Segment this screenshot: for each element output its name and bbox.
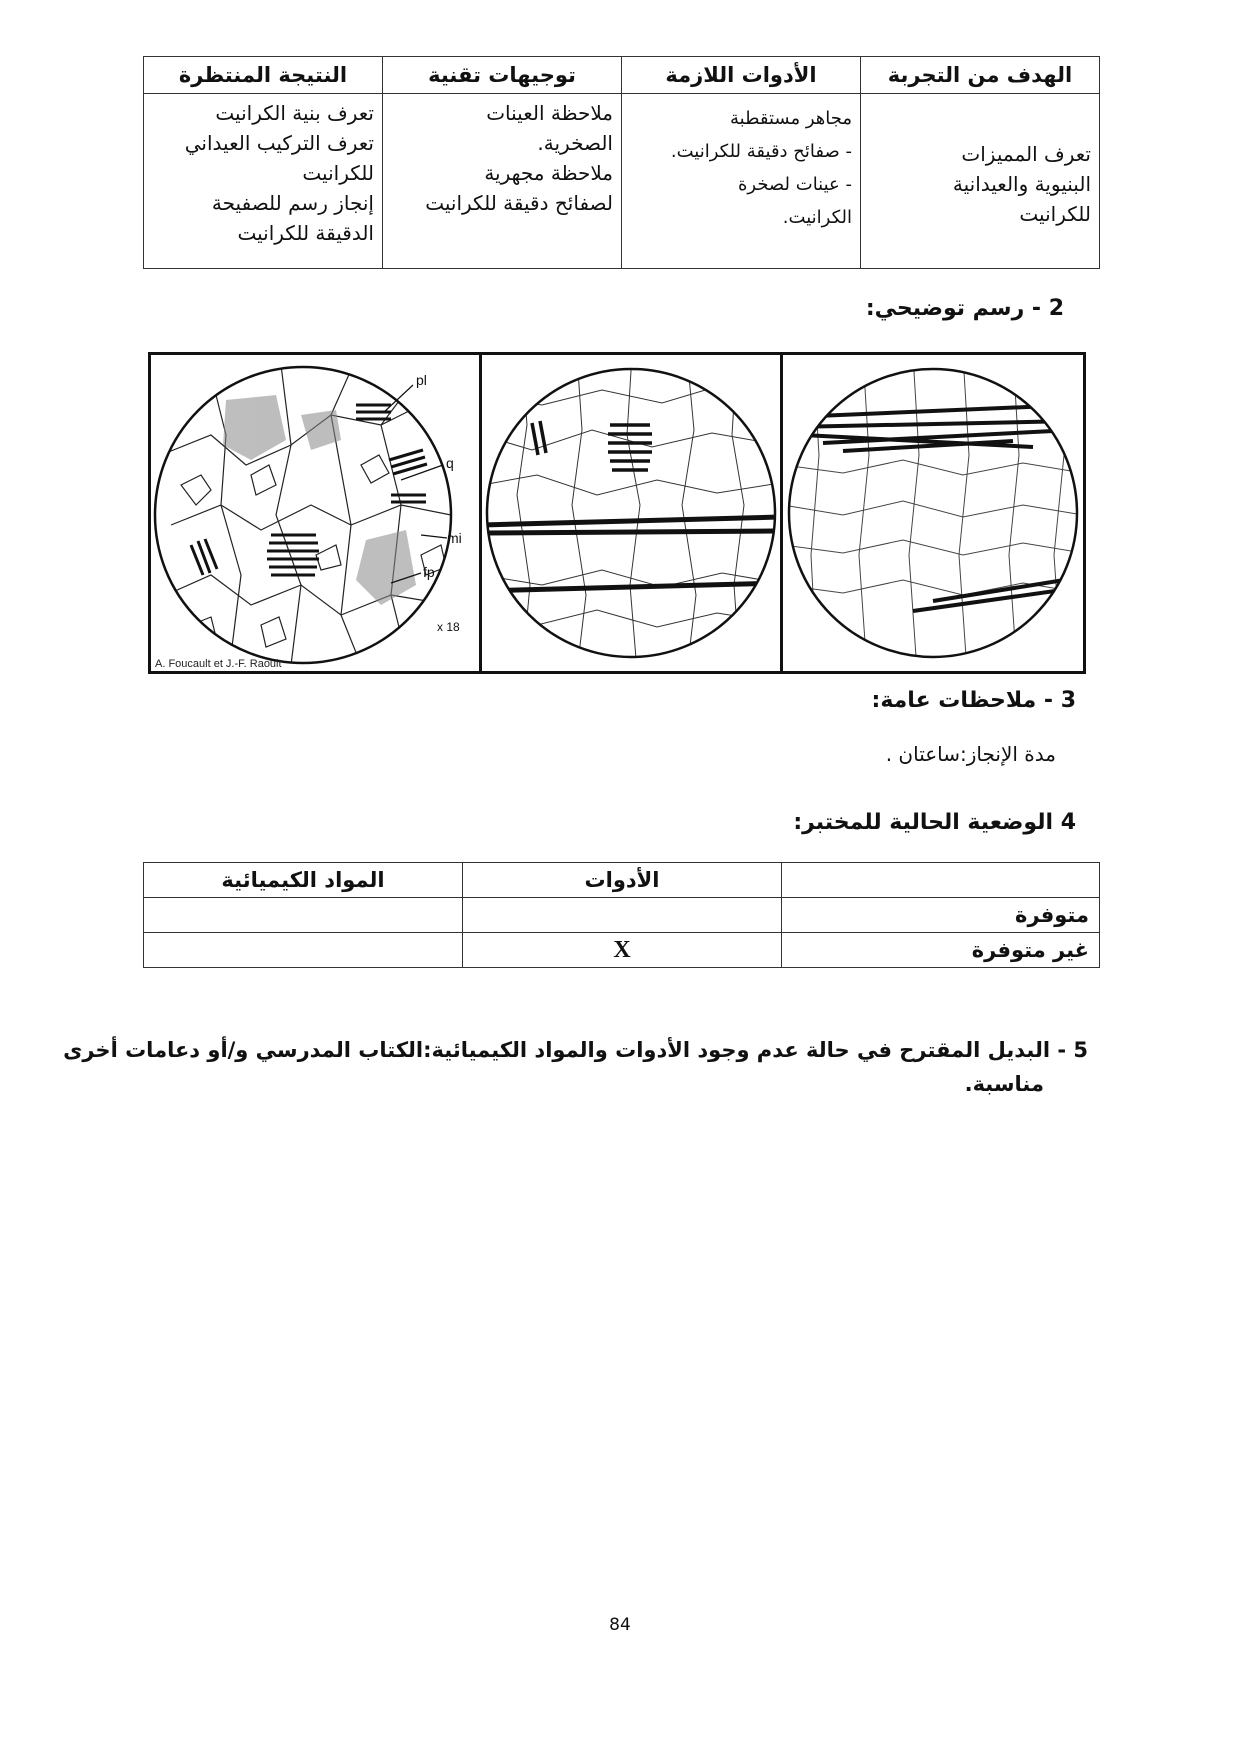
header-result: النتيجة المنتظرة	[144, 57, 383, 94]
granite-thin-section-figure	[148, 352, 1086, 674]
section-2-heading: 2 - رسم توضيحي:	[865, 296, 1064, 321]
guidance-cell	[383, 94, 622, 269]
guidance-line: الصخرية.	[537, 131, 613, 155]
header-chemicals: المواد الكيميائية	[144, 863, 463, 898]
goal-line: تعرف المميزات	[961, 142, 1091, 166]
header-tools: الأدوات	[463, 863, 782, 898]
header-goal: الهدف من التجربة	[861, 57, 1100, 94]
tools-line: الكرانيت.	[782, 207, 852, 228]
result-cell	[144, 94, 383, 269]
guidance-line: ملاحظة العينات	[486, 101, 613, 125]
section-4-heading: 4 الوضعية الحالية للمختبر:	[793, 810, 1076, 835]
section-5-line-2: مناسبة.	[964, 1072, 1044, 1096]
tools-line: مجاهر مستقطبة	[730, 108, 852, 129]
goal-line: البنيوية والعيدانية	[952, 172, 1091, 196]
header-empty	[782, 863, 1100, 898]
row-label-available: متوفرة	[782, 898, 1100, 933]
guidance-line: لصفائح دقيقة للكرانيت	[425, 191, 613, 215]
header-guidance: توجيهات تقنية	[383, 57, 622, 94]
thin-section-middle	[482, 355, 780, 671]
tools-line: - صفائح دقيقة للكرانيت.	[670, 141, 852, 162]
lab-status-row	[144, 933, 1100, 968]
section-3-heading: 3 - ملاحظات عامة:	[871, 688, 1076, 713]
result-line: للكرانيت	[302, 161, 374, 185]
duration-text: مدة الإنجاز:ساعتان .	[885, 742, 1056, 766]
experiment-table-header-row	[144, 57, 1100, 94]
labeled-thin-section	[151, 355, 479, 671]
unavailable-chemicals-cell	[144, 933, 463, 968]
result-line: تعرف بنية الكرانيت	[215, 101, 374, 125]
label-pl: pl	[416, 372, 427, 388]
available-tools-cell	[463, 898, 782, 933]
label-magnification: x 18	[437, 620, 460, 634]
lab-status-header-row	[144, 863, 1100, 898]
experiment-table-row	[144, 94, 1100, 269]
lab-status-table	[143, 862, 1100, 968]
result-line: إنجاز رسم للصفيحة	[211, 191, 374, 215]
result-line: الدقيقة للكرانيت	[237, 221, 374, 245]
header-tools: الأدوات اللازمة	[622, 57, 861, 94]
tools-cell	[622, 94, 861, 269]
label-fp: fp	[423, 564, 435, 580]
available-chemicals-cell	[144, 898, 463, 933]
experiment-table	[143, 56, 1100, 269]
unavailable-tools-cell: X	[463, 933, 782, 968]
guidance-line: ملاحظة مجهرية	[484, 161, 613, 185]
row-label-unavailable: غير متوفرة	[782, 933, 1100, 968]
goal-line: للكرانيت	[1019, 202, 1091, 226]
tools-line: - عينات لصخرة	[737, 174, 852, 195]
thin-section-right	[783, 355, 1083, 671]
lab-status-row	[144, 898, 1100, 933]
page-number: 84	[609, 1615, 631, 1635]
label-q: q	[446, 455, 454, 471]
figure-credit: A. Foucault et J.-F. Raoult	[155, 658, 282, 670]
result-line: تعرف التركيب العيداني	[184, 131, 374, 155]
section-5-line-1: 5 - البديل المقترح في حالة عدم وجود الأدوات والمواد الكيميائية:الكتاب المدرسي و/أو دعامات أخرى	[63, 1038, 1088, 1062]
goal-cell	[861, 94, 1100, 269]
label-mi: mi	[447, 530, 462, 546]
